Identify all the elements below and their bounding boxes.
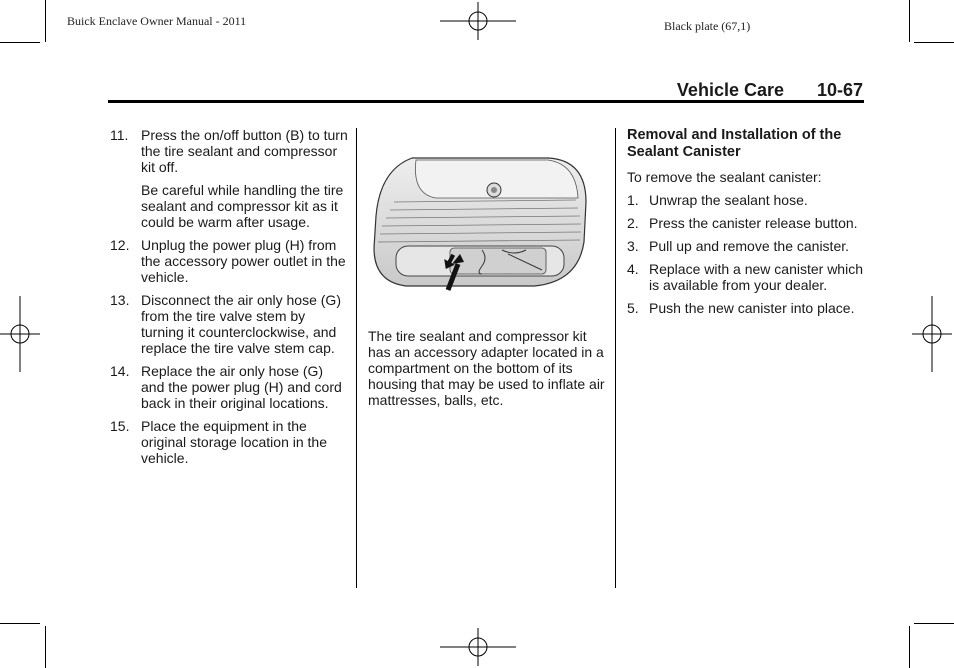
list-item xyxy=(110,127,350,175)
step-text: Disconnect the air only hose (G) from the tire valve stem by turning it counterclockwise, and replace the tire valve stem cap. xyxy=(141,292,341,356)
registration-mark-left xyxy=(0,296,40,372)
compressor-kit-illustration xyxy=(372,150,604,298)
step-number: 15. xyxy=(110,418,130,434)
crop-mark xyxy=(45,626,46,668)
step-number: 3. xyxy=(627,238,639,254)
step-number: 14. xyxy=(110,363,130,379)
plate-label: Black plate (67,1) xyxy=(664,19,751,33)
section-title: Vehicle Care xyxy=(676,80,784,100)
manual-title: Buick Enclave Owner Manual - 2011 xyxy=(67,14,247,28)
step-number: 13. xyxy=(110,292,130,308)
page-number: 10-67 xyxy=(816,80,863,100)
crop-mark xyxy=(914,42,954,43)
crop-mark xyxy=(914,623,954,624)
caption-text: The tire sealant and compressor kit has an accessory adapter located in a compartment on the bottom of its housing that may be used to inflate air mattresses, balls, etc. xyxy=(368,328,605,408)
list-item xyxy=(627,192,867,208)
list-item xyxy=(627,215,867,231)
intro-text: To remove the sealant canister: xyxy=(627,169,822,185)
list-item xyxy=(110,418,350,466)
list-item xyxy=(627,238,867,254)
column-canister-removal xyxy=(627,127,867,323)
step-text: Pull up and remove the canister. xyxy=(649,238,850,254)
section-heading: Removal and Installation of the Sealant Canister xyxy=(627,127,842,160)
list-item xyxy=(627,300,867,316)
list-item xyxy=(627,261,867,293)
step-text: Replace the air only hose (G) and the power plug (H) and cord back in their original locations. xyxy=(141,363,342,411)
registration-mark-top xyxy=(440,2,516,40)
list-item xyxy=(110,363,350,411)
crop-mark xyxy=(909,0,910,42)
list-item xyxy=(110,237,350,285)
step-number: 2. xyxy=(627,215,639,231)
step-text: Place the equipment in the original storage location in the vehicle. xyxy=(141,418,328,466)
column-steps-continued xyxy=(110,127,350,473)
step-number: 1. xyxy=(627,192,639,208)
crop-mark xyxy=(0,623,40,624)
step-number: 5. xyxy=(627,300,639,316)
step-text: Press the on/off button (B) to turn the tire sealant and compressor kit off. xyxy=(141,127,348,175)
crop-mark xyxy=(909,626,910,668)
step-text: Replace with a new canister which is available from your dealer. xyxy=(649,261,863,293)
list-item xyxy=(110,292,350,356)
step-text: Press the canister release button. xyxy=(649,215,858,231)
step-number: 11. xyxy=(110,127,129,143)
column-divider xyxy=(356,128,357,588)
step-number: 12. xyxy=(110,237,130,253)
registration-mark-right xyxy=(912,296,952,372)
registration-mark-bottom xyxy=(440,628,516,666)
step-text: Unwrap the sealant hose. xyxy=(649,192,808,208)
step-text: Push the new canister into place. xyxy=(649,300,855,316)
step-number: 4. xyxy=(627,261,639,277)
step-text: Unplug the power plug (H) from the accessory power outlet in the vehicle. xyxy=(141,237,346,285)
crop-mark xyxy=(0,42,40,43)
header-rule xyxy=(108,100,864,103)
crop-mark xyxy=(45,0,46,42)
figure-caption xyxy=(368,328,608,415)
column-divider xyxy=(615,128,616,588)
step-note: Be careful while handling the tire sealant and compressor kit as it could be warm after usage. xyxy=(141,182,344,230)
